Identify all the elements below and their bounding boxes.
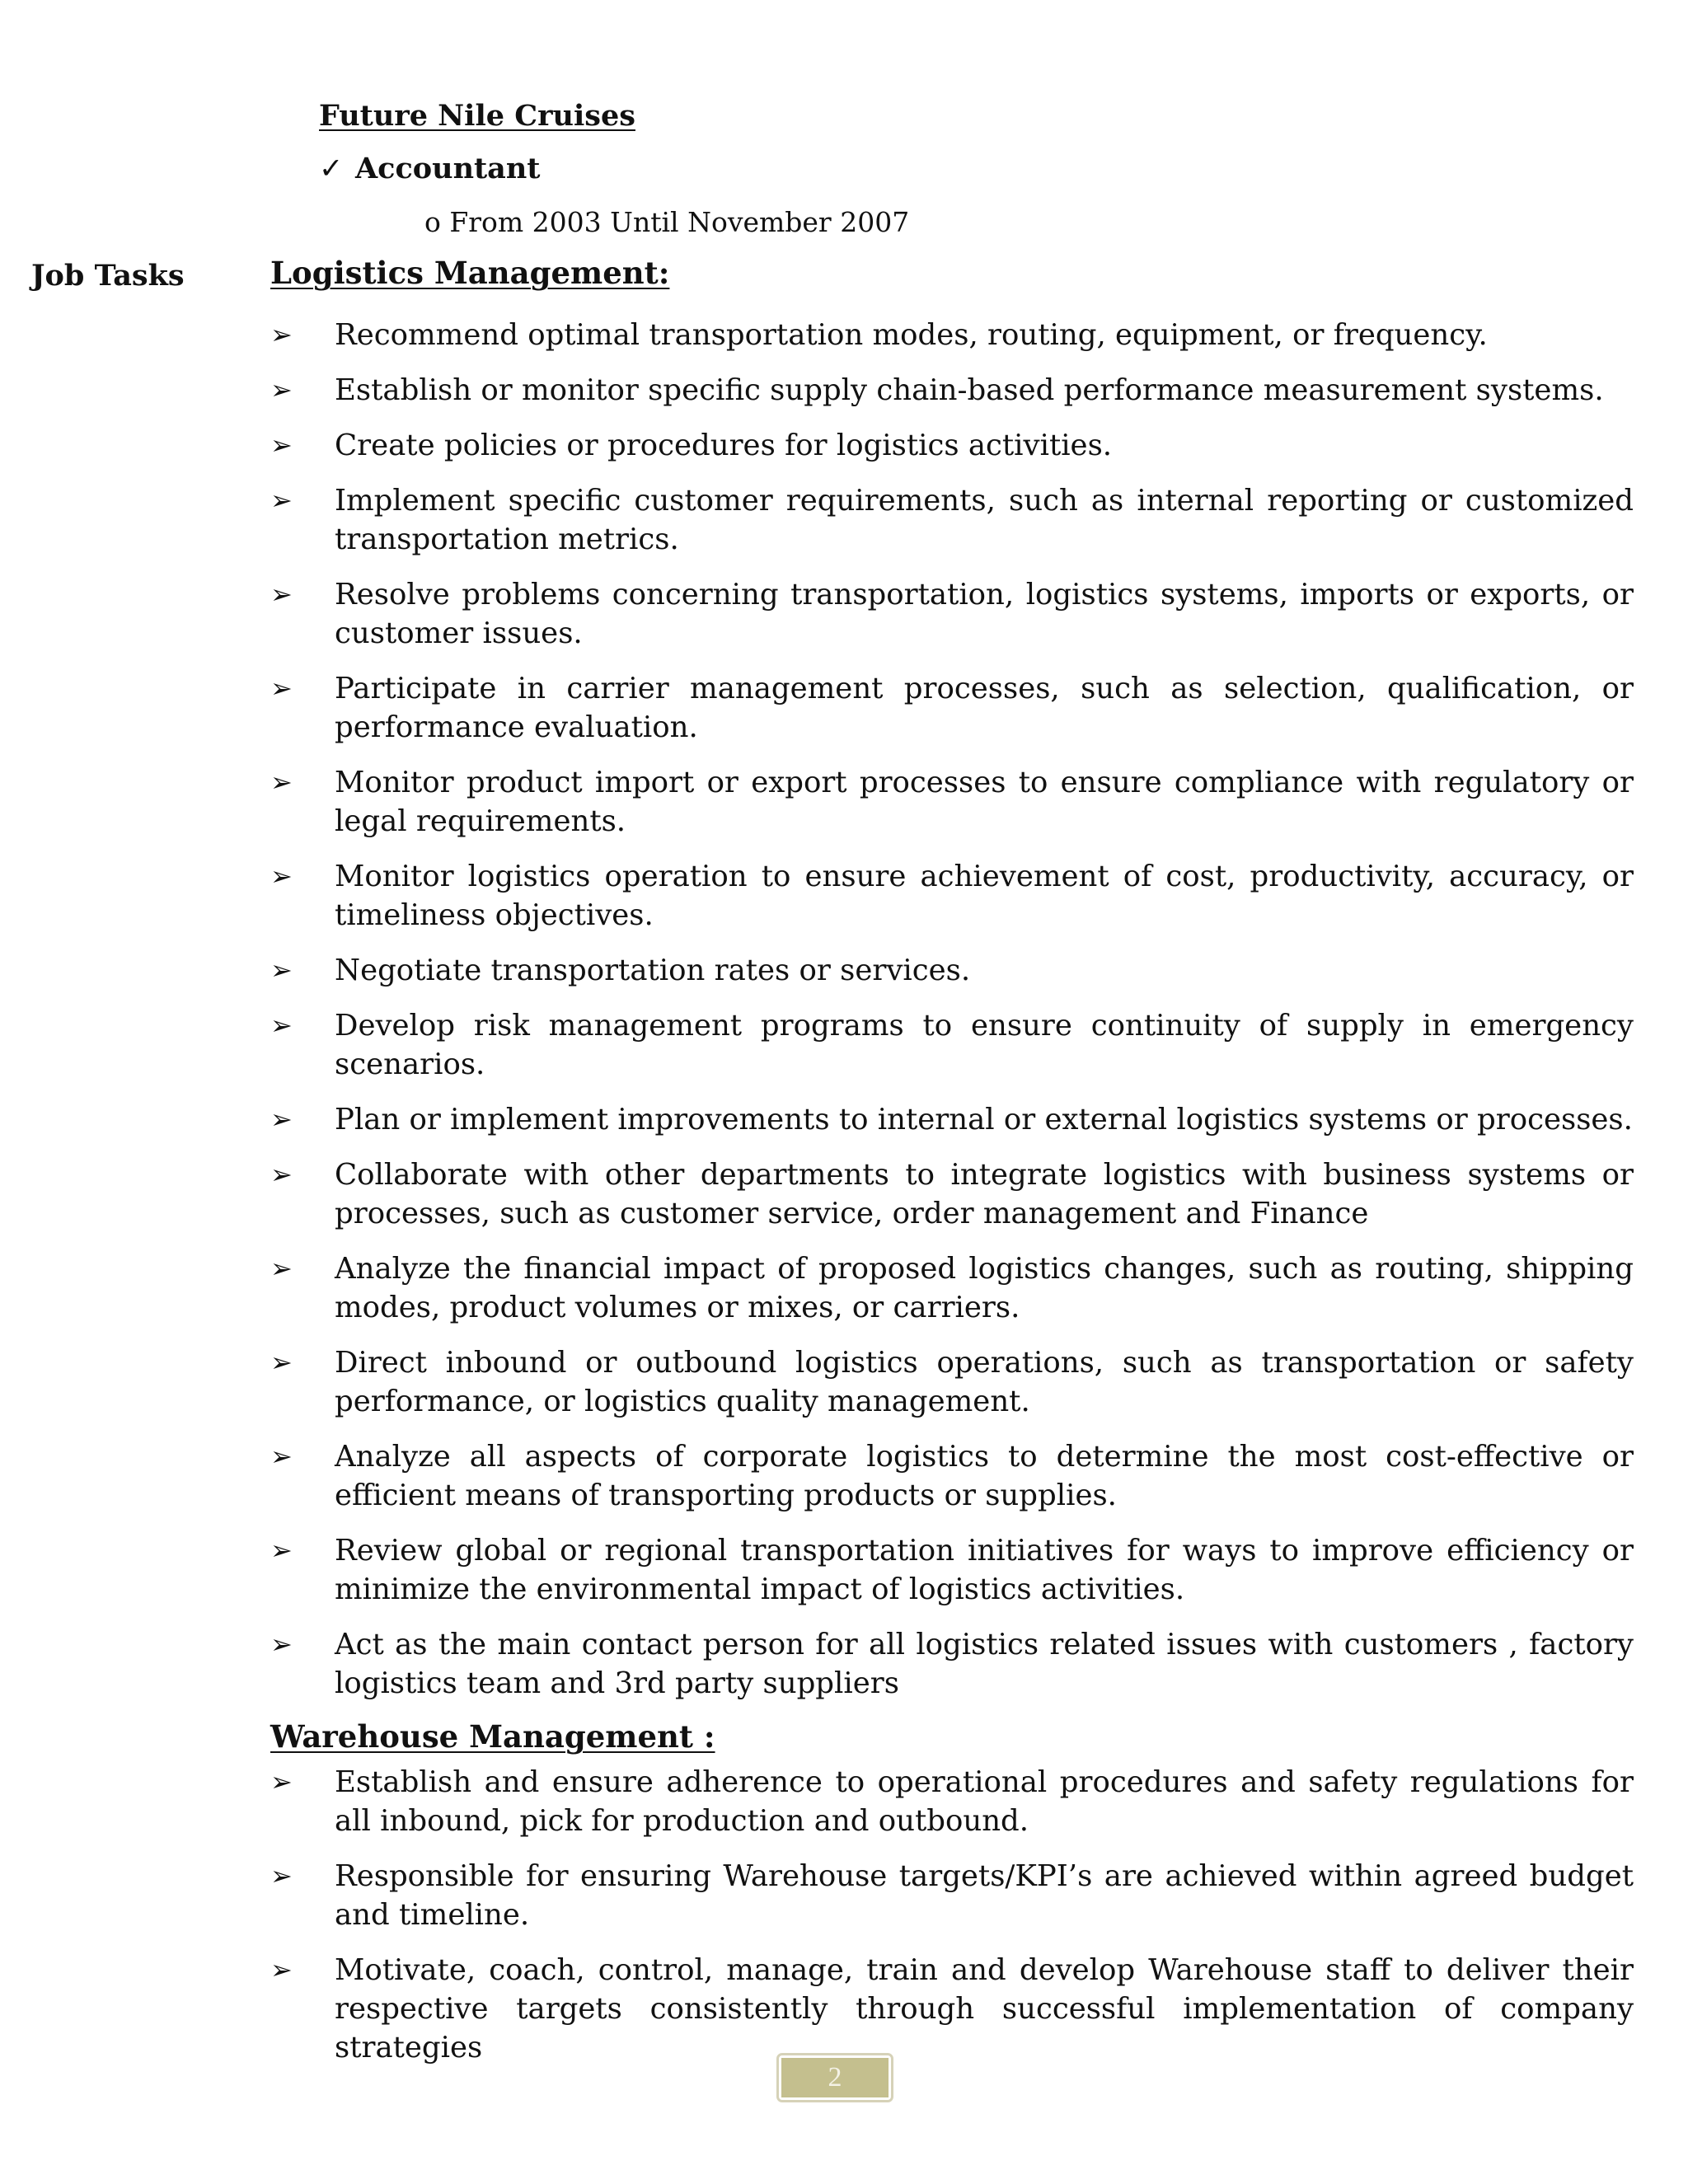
- list-item: [270, 1763, 1634, 1840]
- list-item: [270, 1437, 1634, 1515]
- list-item: [270, 1625, 1634, 1703]
- list-item-text: Negotiate transportation rates or services.: [335, 954, 971, 987]
- logistics-heading: Logistics Management:: [270, 255, 670, 291]
- list-item-text: Analyze all aspects of corporate logistics to determine the most cost-effective or efficient means of transporting products or supplies.: [335, 1440, 1634, 1512]
- arrow-bullet-icon: ➢: [270, 860, 293, 892]
- arrow-bullet-icon: ➢: [270, 319, 293, 350]
- list-item: [270, 316, 1634, 354]
- list-item-text: Motivate, coach, control, manage, train and develop Warehouse staff to deliver their respective targets consistently through successful implementation of company strategies: [335, 1953, 1634, 2064]
- list-item-text: Responsible for ensuring Warehouse targets/KPI’s are achieved within agreed budget and timeline.: [335, 1859, 1634, 1932]
- list-item-text: Direct inbound or outbound logistics operations, such as transportation or safety performance, or logistics quality management.: [335, 1346, 1634, 1418]
- list-item: [270, 1100, 1634, 1139]
- logistics-task-list: [270, 316, 1634, 1719]
- role-title: Accountant: [355, 152, 541, 185]
- list-item-text: Recommend optimal transportation modes, routing, equipment, or frequency.: [335, 318, 1488, 352]
- list-item-text: Act as the main contact person for all logistics related issues with customers , factory logistics team and 3rd party suppliers: [335, 1628, 1634, 1700]
- list-item: [270, 426, 1634, 465]
- list-item: [270, 951, 1634, 990]
- arrow-bullet-icon: ➢: [270, 1010, 293, 1041]
- list-item-text: Monitor product import or export processes to ensure compliance with regulatory or legal requirements.: [335, 766, 1634, 838]
- arrow-bullet-icon: ➢: [270, 485, 293, 516]
- arrow-bullet-icon: ➢: [270, 1441, 293, 1472]
- warehouse-heading: Warehouse Management :: [270, 1718, 715, 1755]
- list-item: [270, 857, 1634, 935]
- arrow-bullet-icon: ➢: [270, 1347, 293, 1378]
- arrow-bullet-icon: ➢: [270, 954, 293, 986]
- page-number-box: [776, 2053, 893, 2102]
- list-item-text: Resolve problems concerning transportation, logistics systems, imports or exports, or customer issues.: [335, 578, 1634, 650]
- list-item: [270, 1006, 1634, 1084]
- list-item: [270, 1155, 1634, 1233]
- list-item-text: Develop risk management programs to ensure continuity of supply in emergency scenarios.: [335, 1009, 1634, 1081]
- list-item-text: Review global or regional transportation initiatives for ways to improve efficiency or minimize the environmental impact of logistics activities.: [335, 1534, 1634, 1606]
- warehouse-task-list: [270, 1763, 1634, 2083]
- list-item: [270, 669, 1634, 747]
- list-item: [270, 1857, 1634, 1934]
- list-item: [270, 1343, 1634, 1421]
- list-item: [270, 371, 1634, 410]
- company-name: Future Nile Cruises: [319, 99, 635, 133]
- list-item: [270, 575, 1634, 653]
- list-item-text: Plan or implement improvements to internal or external logistics systems or processes.: [335, 1103, 1633, 1137]
- arrow-bullet-icon: ➢: [270, 1104, 293, 1135]
- list-item-text: Implement specific customer requirements, such as internal reporting or customized transportation metrics.: [335, 484, 1634, 556]
- job-tasks-label: Job Tasks: [31, 259, 185, 293]
- list-item-text: Collaborate with other departments to integrate logistics with business systems or processes, such as customer service, order management and Finance: [335, 1158, 1634, 1230]
- arrow-bullet-icon: ➢: [270, 579, 293, 610]
- arrow-bullet-icon: ➢: [270, 673, 293, 704]
- arrow-bullet-icon: ➢: [270, 1535, 293, 1566]
- checkmark-icon: ✓: [319, 152, 344, 185]
- arrow-bullet-icon: ➢: [270, 1159, 293, 1190]
- list-item-text: Participate in carrier management processes, such as selection, qualification, or performance evaluation.: [335, 672, 1634, 744]
- list-item: [270, 763, 1634, 841]
- list-item: [270, 1249, 1634, 1327]
- page-number: 2: [781, 2058, 889, 2097]
- list-item-text: Establish or monitor specific supply chain-based performance measurement systems.: [335, 373, 1604, 407]
- employment-period: o From 2003 Until November 2007: [424, 206, 910, 238]
- arrow-bullet-icon: ➢: [270, 1860, 293, 1891]
- list-item-text: Establish and ensure adherence to operational procedures and safety regulations for all inbound, pick for production and outbound.: [335, 1765, 1634, 1838]
- arrow-bullet-icon: ➢: [270, 374, 293, 405]
- list-item: [270, 1951, 1634, 2067]
- list-item: [270, 1531, 1634, 1609]
- arrow-bullet-icon: ➢: [270, 1954, 293, 1985]
- arrow-bullet-icon: ➢: [270, 1253, 293, 1284]
- list-item: [270, 481, 1634, 559]
- arrow-bullet-icon: ➢: [270, 429, 293, 461]
- role-line: [319, 152, 540, 185]
- list-item-text: Monitor logistics operation to ensure achievement of cost, productivity, accuracy, or timeliness objectives.: [335, 860, 1634, 932]
- list-item-text: Create policies or procedures for logistics activities.: [335, 429, 1113, 462]
- arrow-bullet-icon: ➢: [270, 766, 293, 798]
- list-item-text: Analyze the financial impact of proposed logistics changes, such as routing, shipping modes, product volumes or mixes, or carriers.: [335, 1252, 1634, 1324]
- arrow-bullet-icon: ➢: [270, 1766, 293, 1797]
- arrow-bullet-icon: ➢: [270, 1629, 293, 1660]
